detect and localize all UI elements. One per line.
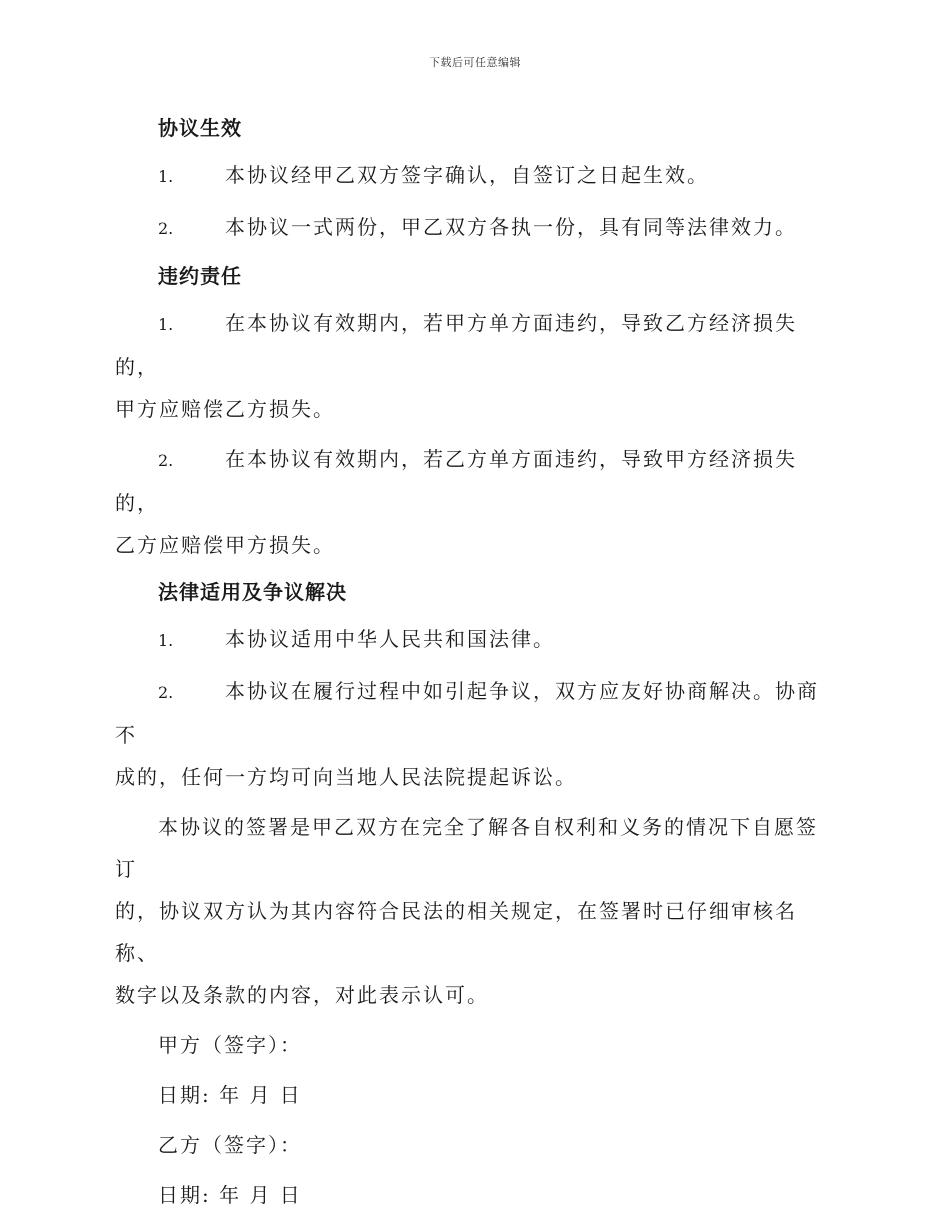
item-number: 1. [158,315,174,334]
section-title-breach: 违约责任 [158,264,242,288]
item-text: 本协议适用中华人民共和国法律。 [225,627,555,651]
party-a-signature: 甲方（签字）： [158,1033,302,1057]
item-number: 2. [158,683,174,702]
list-item [115,302,835,388]
item-text: 在本协议有效期内，若乙方单方面违约，导致甲方经济损失的， [115,447,797,515]
section-title-effective: 协议生效 [158,116,242,140]
item-text: 本协议经甲乙双方签字确认，自签订之日起生效。 [225,163,709,187]
item-text: 在本协议有效期内，若甲方单方面违约，导致乙方经济损失的， [115,311,797,379]
item-number: 2. [158,451,174,470]
list-item [115,206,835,250]
closing-line: 数字以及条款的内容，对此表示认可。 [115,983,489,1007]
item-text: 本协议一式两份，甲乙双方各执一份，具有同等法律效力。 [225,215,797,239]
item-text: 本协议在履行过程中如引起争议，双方应友好协商解决。协商不 [115,679,819,747]
list-item [115,670,835,756]
item-number: 2. [158,219,174,238]
item-continuation: 甲方应赔偿乙方损失。 [115,397,335,421]
document-body [115,110,835,1216]
item-continuation: 成的，任何一方均可向当地人民法院提起诉讼。 [115,765,577,789]
section-title-law: 法律适用及争议解决 [158,580,347,604]
page-header: 下载后可任意编辑 [429,56,521,69]
item-number: 1. [158,167,174,186]
party-b-date: 日期: 年 月 日 [158,1183,302,1207]
list-item [115,618,835,662]
closing-line: 本协议的签署是甲乙双方在完全了解各自权利和义务的情况下自愿签订 [115,815,818,881]
list-item [115,438,835,524]
party-a-date: 日期: 年 月 日 [158,1083,302,1107]
item-continuation: 乙方应赔偿甲方损失。 [115,533,335,557]
item-number: 1. [158,631,174,650]
list-item [115,154,835,198]
party-b-signature: 乙方（签字）： [158,1133,302,1157]
closing-line: 的，协议双方认为其内容符合民法的相关规定，在签署时已仔细审核名称、 [115,899,797,965]
